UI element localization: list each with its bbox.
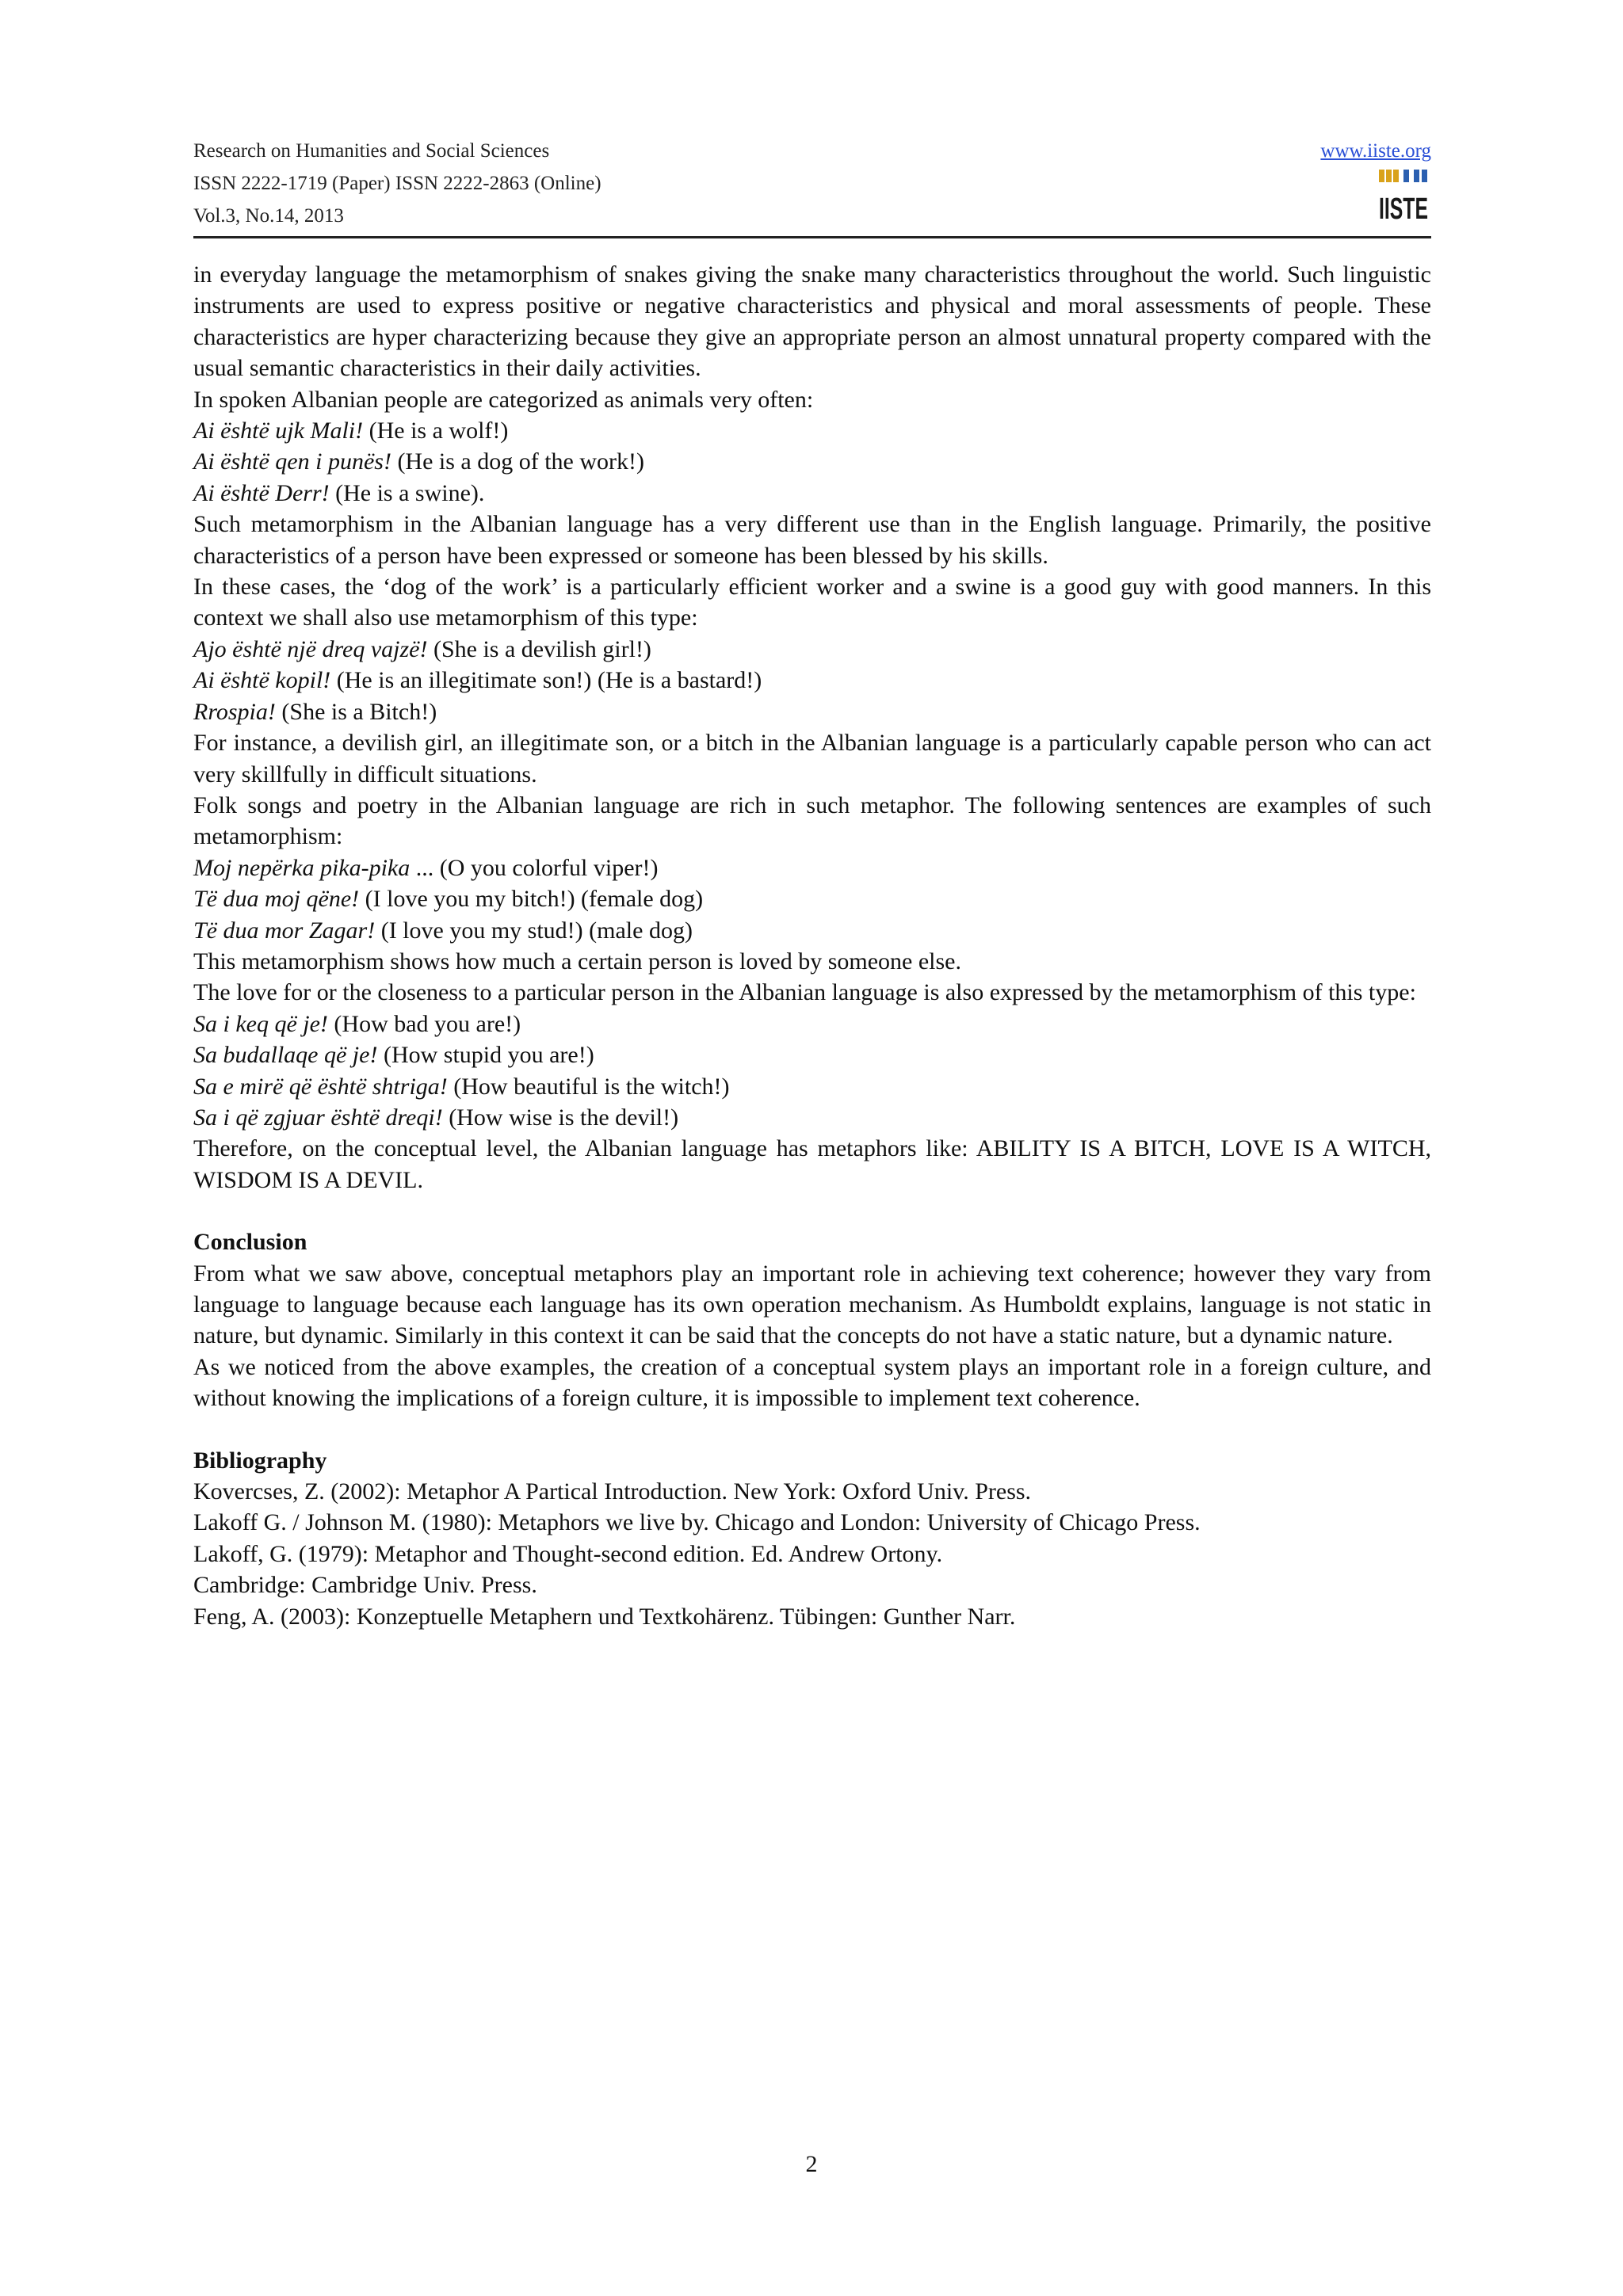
example-line	[193, 446, 1431, 477]
paragraph: Such metamorphism in the Albanian language has a very different use than in the English language. Primarily, the positive characteristics of a person have been expressed or someone has been blessed by his skills.	[193, 511, 1431, 569]
example-line	[193, 696, 1431, 727]
albanian-phrase: Sa e mirë që është shtriga!	[193, 1073, 448, 1100]
issn-line: ISSN 2222-1719 (Paper) ISSN 2222-2863 (Online)	[193, 173, 601, 194]
main-text	[193, 259, 1431, 1632]
translation: (How bad you are!)	[327, 1010, 521, 1037]
page-number: 2	[805, 2151, 818, 2177]
example-line	[193, 883, 1431, 914]
translation: (How stupid you are!)	[377, 1042, 594, 1069]
example-line	[193, 1102, 1431, 1133]
albanian-phrase: Të dua moj qëne!	[193, 886, 360, 913]
example-line	[193, 915, 1431, 946]
translation: ... (O you colorful viper!)	[410, 854, 659, 881]
logo-text: IISTE	[1379, 193, 1428, 226]
albanian-phrase: Ai është qen i punës!	[193, 448, 391, 475]
bibliography-entry: Lakoff, G. (1979): Metaphor and Thought-second edition. Ed. Andrew Ortony.	[193, 1540, 943, 1567]
translation: (How wise is the devil!)	[442, 1104, 679, 1131]
albanian-phrase: Ai është ujk Mali!	[193, 418, 364, 444]
iiste-logo	[1377, 170, 1430, 227]
bibliography-entry: Lakoff G. / Johnson M. (1980): Metaphors we live by. Chicago and London: University of Chicago Press.	[193, 1509, 1201, 1536]
translation: (She is a devilish girl!)	[427, 635, 651, 662]
albanian-phrase: Moj nepërka pika-pika	[193, 854, 411, 881]
example-line	[193, 634, 1431, 665]
website-link[interactable]: www.iiste.org	[1320, 140, 1431, 162]
albanian-phrase: Sa i keq që je!	[193, 1010, 328, 1037]
paragraph: Therefore, on the conceptual level, the Albanian language has metaphors like: ABILITY IS A BITCH, LOVE IS A WITCH, WISDOM IS A DEVIL.	[193, 1135, 1431, 1193]
bibliography-entry: Cambridge: Cambridge Univ. Press.	[193, 1572, 537, 1599]
paragraph: From what we saw above, conceptual metaphors play an important role in achieving text coherence; however they vary from language to language because each language has its own operation mechanism. As Humboldt explains, language is not static in nature, but dynamic. Similarly in this context it can be said that the concepts do not have a static nature, but a dynamic nature.	[193, 1260, 1431, 1349]
albanian-phrase: Ajo është një dreq vajzë!	[193, 635, 428, 662]
example-line	[193, 665, 1431, 696]
example-line	[193, 415, 1431, 446]
journal-name: Research on Humanities and Social Sciences	[193, 140, 550, 162]
albanian-phrase: Ai është Derr!	[193, 479, 330, 506]
paragraph: Folk songs and poetry in the Albanian language are rich in such metaphor. The following sentences are examples of such metamorphism:	[193, 791, 1431, 850]
translation: (He is a wolf!)	[363, 418, 509, 444]
translation: (How beautiful is the witch!)	[447, 1073, 730, 1100]
volume-line: Vol.3, No.14, 2013	[193, 205, 344, 227]
paragraph: in everyday language the metamorphism of snakes giving the snake many characteristics throughout the world. Such linguistic instruments are used to express positive or negative characteristics and physical and moral assessments of people. These characteristics are hyper characterizing because they give an appropriate person an almost unnatural property compared with the usual semantic characteristics in their daily activities.	[193, 261, 1431, 382]
translation: (She is a Bitch!)	[275, 698, 437, 725]
example-line	[193, 478, 1431, 509]
paragraph: In spoken Albanian people are categorized as animals very often:	[193, 386, 814, 413]
paragraph: In these cases, the ‘dog of the work’ is a particularly efficient worker and a swine is a good guy with good manners. In this context we shall also use metamorphism of this type:	[193, 574, 1431, 631]
albanian-phrase: Ai është kopil!	[193, 667, 331, 694]
paragraph: For instance, a devilish girl, an illegitimate son, or a bitch in the Albanian language is a particularly capable person who can act very skillfully in difficult situations.	[193, 730, 1431, 788]
bibliography-entry: Feng, A. (2003): Konzeptuelle Metaphern und Textkohärenz. Tübingen: Gunther Narr.	[193, 1603, 1016, 1630]
paragraph: As we noticed from the above examples, the creation of a conceptual system plays an important role in a foreign culture, and without knowing the implications of a foreign culture, it is impossible to implement text coherence.	[193, 1353, 1431, 1412]
conclusion-heading: Conclusion	[193, 1229, 307, 1256]
translation: (I love you my stud!) (male dog)	[375, 917, 693, 944]
paragraph: This metamorphism shows how much a certain person is loved by someone else.	[193, 948, 961, 974]
translation: (He is a swine).	[329, 479, 485, 506]
example-line	[193, 1071, 1431, 1102]
page-header	[193, 135, 1431, 238]
bibliography-heading: Bibliography	[193, 1447, 327, 1474]
example-line	[193, 852, 1431, 883]
translation: (He is an illegitimate son!) (He is a bastard!)	[330, 667, 762, 694]
translation: (He is a dog of the work!)	[391, 448, 645, 475]
paragraph: The love for or the closeness to a particular person in the Albanian language is also expressed by the metamorphism of this type:	[193, 979, 1416, 1006]
translation: (I love you my bitch!) (female dog)	[359, 886, 704, 913]
example-line	[193, 1039, 1431, 1070]
bibliography-entry: Kovercses, Z. (2002): Metaphor A Partical Introduction. New York: Oxford Univ. Press.	[193, 1478, 1032, 1505]
albanian-phrase: Rrospia!	[193, 698, 276, 725]
example-line	[193, 1009, 1431, 1039]
albanian-phrase: Sa i që zgjuar është dreqi!	[193, 1104, 443, 1131]
albanian-phrase: Të dua mor Zagar!	[193, 917, 376, 944]
albanian-phrase: Sa budallaqe që je!	[193, 1042, 378, 1069]
